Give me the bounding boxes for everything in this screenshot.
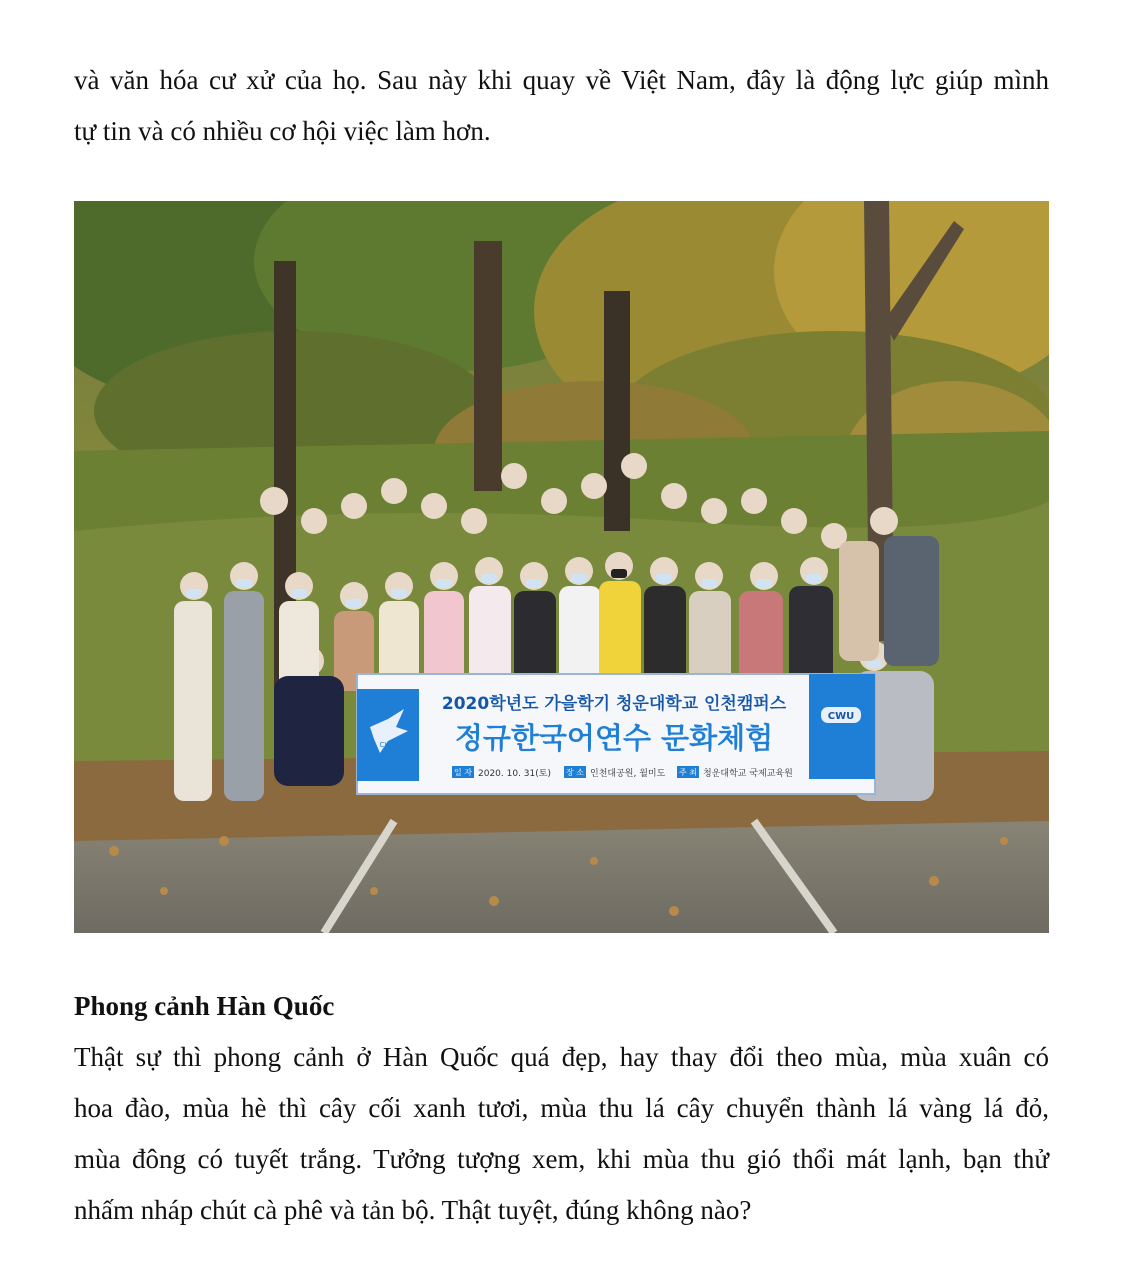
paragraph-line: tự tin và có nhiều cơ hội việc làm hơn.	[74, 116, 491, 146]
banner-date-label: 일 자	[454, 768, 472, 777]
paragraph-line: hoa đào, mùa hè thì cây cối xanh tươi, mùa thu lá cây chuyển thành lá vàng lá đỏ,	[74, 1093, 1049, 1123]
banner-host-value: 청운대학교 국제교육원	[703, 769, 793, 779]
event-banner	[357, 674, 875, 794]
tree-trunk	[474, 241, 502, 491]
banner-place-label: 장 소	[566, 768, 584, 777]
banner-right-panel	[809, 674, 875, 779]
paragraph-line: Thật sự thì phong cảnh ở Hàn Quốc quá đẹp, hay thay đổi theo mùa, mùa xuân có	[74, 1042, 1049, 1072]
banner-place-value: 인천대공원, 월미도	[590, 769, 666, 779]
banner-date-value: 2020. 10. 31(토)	[478, 769, 551, 779]
banner-line-1: 2020학년도 가을학기 청운대학교 인천캠퍼스	[441, 694, 787, 714]
tree-trunk	[604, 291, 630, 531]
eagle-logo-label: CWU	[379, 741, 397, 749]
paragraph-line: nhấm nháp chút cà phê và tản bộ. Thật tuyệt, đúng không nào?	[74, 1195, 752, 1225]
group-photo	[74, 201, 1049, 933]
section-paragraph	[74, 1032, 1049, 1236]
paragraph-line: mùa đông có tuyết trắng. Tưởng tượng xem, khi mùa thu gió thổi mát lạnh, bạn thử	[74, 1144, 1049, 1174]
section-heading: Phong cảnh Hàn Quốc	[74, 991, 335, 1021]
paragraph-line: và văn hóa cư xử của họ. Sau này khi quay về Việt Nam, đây là động lực giúp mình	[74, 65, 1049, 95]
cwu-logo-label: CWU	[827, 711, 855, 722]
banner-line-2: 정규한국어연수 문화체험	[454, 721, 774, 755]
banner-host-label: 주 최	[679, 768, 697, 777]
intro-paragraph	[74, 55, 1049, 157]
